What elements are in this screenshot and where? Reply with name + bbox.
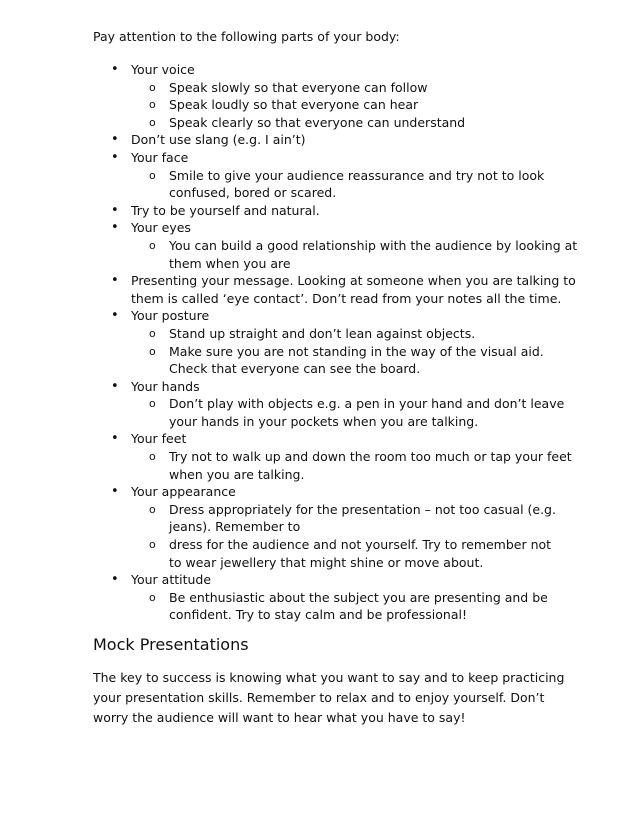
bullet-list [93, 61, 578, 624]
circle-bullet-icon: o [149, 344, 156, 358]
sub-list-item-text: to wear jewellery that might shine or move about. [169, 554, 484, 570]
list-item-text: Your appearance [131, 484, 236, 500]
list-item [93, 219, 563, 237]
sub-list-item-text: Try not to walk up and down the room too much or tap your feet [169, 449, 572, 465]
list-item-text: them is called ‘eye contact’. Don’t read from your notes all the time. [131, 290, 562, 306]
circle-bullet-icon: o [149, 238, 156, 252]
sub-list-item-text: them when you are [169, 255, 291, 271]
list-item [93, 149, 563, 167]
sub-list-item [93, 325, 563, 343]
sub-list-item-text: dress for the audience and not yourself. Try to remember not [169, 537, 552, 553]
bullet-icon: • [111, 308, 119, 324]
list-item-text: Your attitude [131, 572, 212, 588]
closing-paragraph [93, 668, 564, 728]
sub-list-item-text: Stand up straight and don’t lean against objects. [169, 325, 476, 341]
circle-bullet-icon: o [149, 98, 156, 112]
circle-bullet-icon: o [149, 115, 156, 129]
circle-bullet-icon: o [149, 590, 156, 604]
list-item [93, 131, 563, 149]
list-item-text: Your eyes [131, 220, 191, 236]
sub-list-item-text: Dress appropriately for the presentation – not too casual (e.g. [169, 501, 556, 517]
list-item-text: Your hands [131, 378, 200, 394]
circle-bullet-icon: o [149, 397, 156, 411]
sub-list-item-text: Be enthusiastic about the subject you are presenting and be [169, 589, 548, 605]
circle-bullet-icon: o [149, 538, 156, 552]
sub-list-item [93, 501, 563, 536]
paragraph-line: The key to success is knowing what you want to say and to keep practicing [93, 670, 565, 685]
sub-list-item [93, 343, 563, 378]
list-item-text: Your posture [131, 308, 210, 324]
sub-list-item-text: Don’t play with objects e.g. a pen in your hand and don’t leave [169, 396, 565, 412]
list-item [93, 61, 563, 79]
bullet-icon: • [111, 62, 119, 77]
section-heading: Mock Presentations [93, 635, 249, 654]
sub-list-item-text: Check that everyone can see the board. [169, 361, 421, 377]
list-item [93, 307, 563, 325]
sub-list-item [93, 96, 563, 114]
circle-bullet-icon: o [149, 168, 156, 182]
sub-list-item-text: your hands in your pockets when you are talking. [169, 413, 479, 429]
bullet-icon: • [111, 220, 119, 236]
list-item-text: Presenting your message. Looking at someone when you are talking to [131, 273, 576, 289]
list-item [93, 272, 576, 307]
circle-bullet-icon: o [149, 80, 156, 94]
sub-list-item-text: when you are talking. [169, 466, 305, 482]
circle-bullet-icon: o [149, 502, 156, 516]
sub-list-item-text: You can build a good relationship with the audience by looking at [169, 237, 578, 253]
circle-bullet-icon: o [149, 450, 156, 464]
bullet-icon: • [111, 378, 119, 394]
list-item-text: Your voice [131, 62, 195, 77]
list-item-text: Your feet [131, 431, 187, 447]
bullet-icon: • [111, 132, 119, 148]
bullet-icon: • [111, 431, 119, 447]
sub-list-item-text: Make sure you are not standing in the way of the visual aid. [169, 343, 544, 359]
list-item-text: Try to be yourself and natural. [131, 202, 320, 218]
sub-list-item [93, 167, 563, 202]
paragraph-line: worry the audience will want to hear what you have to say! [93, 710, 466, 725]
list-item [93, 430, 563, 448]
sub-list-item [93, 79, 563, 97]
sub-list-item [93, 395, 563, 430]
sub-list-item-text: Speak slowly so that everyone can follow [169, 79, 428, 95]
list-item [93, 571, 563, 589]
intro-text: Pay attention to the following parts of your body: [93, 29, 400, 44]
sub-list-item-text: jeans). Remember to [169, 519, 301, 535]
sub-list-item-text: Speak loudly so that everyone can hear [169, 97, 419, 113]
sub-list-item [93, 448, 572, 483]
circle-bullet-icon: o [149, 326, 156, 340]
bullet-icon: • [111, 149, 119, 165]
sub-list-item-text: confident. Try to stay calm and be professional! [169, 607, 467, 623]
list-item [93, 483, 563, 501]
bullet-icon: • [111, 202, 119, 218]
list-item-text: Don’t use slang (e.g. I ain’t) [131, 132, 306, 148]
bullet-icon: • [111, 484, 119, 500]
sub-list-item-text: Smile to give your audience reassurance and try not to look [169, 167, 545, 183]
sub-list-item [93, 536, 563, 571]
list-item [93, 378, 563, 396]
sub-list-item [93, 237, 578, 272]
list-item-text: Your face [131, 149, 189, 165]
paragraph-line: your presentation skills. Remember to relax and to enjoy yourself. Don’t [93, 690, 545, 705]
bullet-icon: • [111, 273, 119, 289]
sub-list-item-text: confused, bored or scared. [169, 185, 337, 201]
bullet-icon: • [111, 572, 119, 588]
list-item [93, 202, 563, 220]
sub-list-item-text: Speak clearly so that everyone can understand [169, 114, 466, 130]
sub-list-item [93, 589, 563, 624]
sub-list-item [93, 114, 563, 132]
